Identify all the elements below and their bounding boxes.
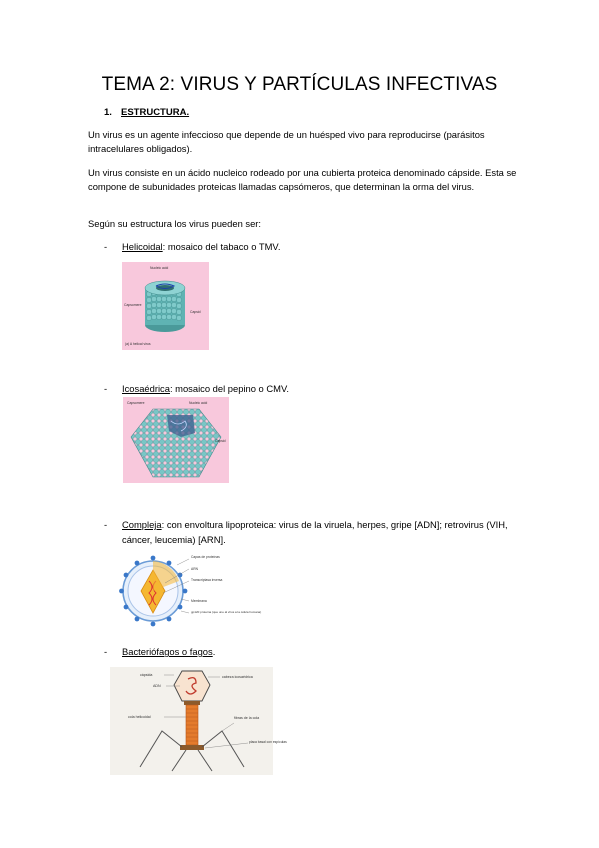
paragraph-types-intro: Según su estructura los virus pueden ser: <box>88 218 262 229</box>
section-heading-text: ESTRUCTURA. <box>121 107 190 118</box>
complex-label-arn: ARN <box>191 567 198 571</box>
icosahedral-label-capsomere: Capsomere <box>127 401 145 405</box>
paragraph-structure: Un virus consiste en un ácido nucleico rodeado por una cubierta proteica denominado cápside. Esta se compone de subunidades proteicas llamadas capsómeros, que determinan la orma del virus. <box>88 167 517 192</box>
bullet-text: : mosaico del pepino o CMV. <box>169 383 289 394</box>
helical-label-nucleic-acid: Nucleic acid <box>150 266 169 270</box>
bullet-dash: - <box>104 519 108 530</box>
bullet-dash: - <box>104 383 108 394</box>
bacteriophage-figure <box>110 667 287 775</box>
complex-label-protein-layers: Capas de proteínas <box>191 555 220 559</box>
phage-label-icosahedral-head: cabeza icosaédrica <box>222 675 253 679</box>
helical-caption: (a) A helical virus <box>125 342 151 346</box>
complex-label-reverse-transcriptase: Transcriptasa inversa <box>191 578 223 582</box>
bullet-term: Bacteriófagos o fagos <box>122 646 213 657</box>
icosahedral-label-nucleic-acid: Nucleic acid <box>189 401 208 405</box>
page-title: TEMA 2: VIRUS Y PARTÍCULAS INFECTIVAS <box>101 74 498 95</box>
section-number: 1. <box>104 107 112 118</box>
phage-label-capsid: cápsida <box>140 673 153 677</box>
bullet-dash: - <box>104 241 108 252</box>
bullet-text: : con envoltura lipoproteica: virus de la viruela, herpes, gripe [ADN]; retrovirus (VIH, cáncer, leucemia) [ARN]. <box>122 519 508 545</box>
complex-label-gp120: gp120 proteína (que une al virus a la célula humana) <box>191 610 262 614</box>
bullet-term: Compleja <box>122 519 162 530</box>
complex-label-membrane: Membrana <box>191 599 207 603</box>
complex-virus-figure <box>119 553 262 629</box>
phage-label-adn: ADN <box>153 684 161 688</box>
helical-virus-figure <box>122 262 209 350</box>
bullet-term: Helicoidal <box>122 241 163 252</box>
helical-label-capsomere: Capsomere <box>124 303 142 307</box>
bullet-dash: - <box>104 646 108 657</box>
icosahedral-label-capsid: Capsid <box>215 439 226 443</box>
helical-label-capsid: Capsid <box>190 310 201 314</box>
bullet-text: . <box>212 646 216 657</box>
icosahedral-virus-figure <box>123 397 229 483</box>
paragraph-definition: Un virus es un agente infeccioso que depende de un huésped vivo para reproducirse (parásitos intracelulares obligados). <box>88 129 485 154</box>
bullet-text: : mosaico del tabaco o TMV. <box>162 241 281 252</box>
phage-label-helical-tail: cola helicoidal <box>128 715 151 719</box>
phage-label-base-plate <box>249 740 287 744</box>
phage-label-tail-fibers: fibras de la cola <box>234 716 260 720</box>
bullet-term: Icosaédrica <box>122 383 170 394</box>
phage-label-base-plate-line: placa basal con espículas <box>249 740 287 744</box>
